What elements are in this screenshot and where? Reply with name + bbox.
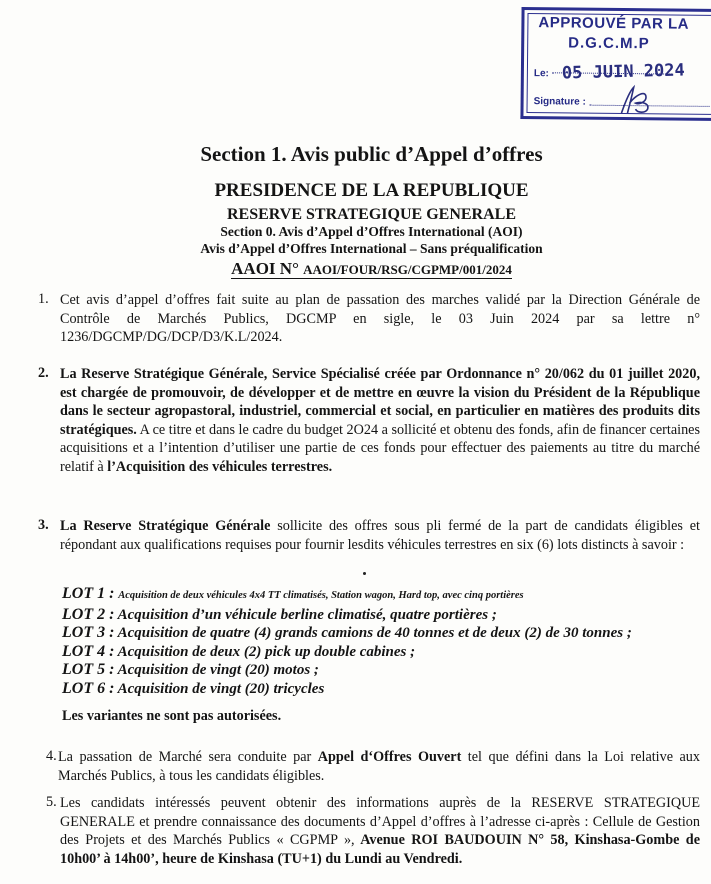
aoi-prequalification-subheading: Avis d’Appel d’Offres International – Sans préqualification [200, 241, 543, 256]
lot-3 [62, 624, 682, 643]
lot-6-label: LOT 6 : [62, 679, 115, 697]
stamp-signature-label: Signature : [533, 96, 586, 108]
reference-line [231, 259, 512, 279]
paragraph-2-text: A ce titre et dans le cadre du budget 2O24 a sollicité et obtenu des fonds, afin de financer certaines acquisitions et a l’intention d’utiliser une partie de ces fonds pour effectuer des paiements au titre du marché relatif à [60, 421, 700, 475]
paragraph-5-text: Les candidats intéressés peuvent obtenir des informations auprès de la RESERVE STRATEGIQUE GENERALE et prendre connaissance des documents d’Appel d’offres à l’adresse ci-après : Cellule de Gestion des Projets et des Marchés Publics « CGPMP », [60, 795, 700, 848]
stamp-date-value: 05 JUIN 2024 [561, 60, 685, 84]
reference-prefix: AAOI N° [231, 259, 299, 278]
paragraph-3-bold: La Reserve Stratégique Générale [60, 518, 271, 534]
lot-1 [62, 585, 682, 606]
lot-3-desc: Acquisition de quatre (4) grands camions de 40 tonnes et de deux (2) de 30 tonnes ; [117, 625, 632, 641]
paragraph-1 [60, 291, 700, 347]
paragraph-5-number: 5. [46, 794, 57, 810]
lot-2-desc: Acquisition d’un véhicule berline climatisé, quatre portières ; [117, 606, 497, 623]
stamp-line2: D.G.C.M.P [568, 34, 650, 53]
reference-number: AAOI/FOUR/RSG/CGPMP/001/2024 [303, 262, 512, 277]
paragraph-2-number: 2. [38, 365, 49, 381]
paragraph-4-bold: Appel d‘Offres Ouvert [317, 749, 462, 765]
paragraph-4 [58, 748, 700, 785]
lot-1-label: LOT 1 : [62, 585, 115, 602]
lot-3-label: LOT 3 : [62, 624, 115, 641]
approval-stamp [520, 7, 711, 121]
paragraph-4-text-a: La passation de Marché sera conduite par [58, 749, 318, 765]
stamp-line1: APPROUVÉ PAR LA [538, 14, 690, 33]
lot-4 [62, 643, 682, 662]
lot-6-desc: Acquisition de vingt (20) tricycles [117, 680, 325, 697]
lot-1-desc: Acquisition de deux véhicules 4x4 TT climatisés, Station wagon, Hard top, avec cinq portières [118, 590, 524, 601]
paragraph-5-bold: Avenue ROI BAUDOUIN N° 58, Kinshasa-Gombe de 10h00’ à 14h00’, heure de Kinshasa (TU+1) du Lundi au Vendredi. [60, 832, 700, 867]
paragraph-1-text: Cet avis d’appel d’offres fait suite au plan de passation des marches validé par la Direction Générale de Contrôle de Marchés Publics, DGCMP en sigle, le 03 Juin 2024 par sa lettre n° 1236/DGCMP/DG/DCP/D3/K.L/2024. [60, 292, 700, 345]
lot-2-label: LOT 2 : [62, 605, 115, 623]
paragraph-3-number: 3. [38, 517, 49, 533]
presidence-heading: PRESIDENCE DE LA REPUBLIQUE [214, 180, 529, 201]
paragraph-4-number: 4. [46, 748, 57, 764]
rsg-heading: RESERVE STRATEGIQUE GENERALE [227, 206, 516, 223]
stray-dot [363, 572, 366, 575]
paragraph-3 [60, 517, 700, 554]
reference-heading [0, 259, 711, 279]
lot-4-desc: Acquisition de deux (2) pick up double cabines ; [117, 643, 416, 660]
lot-4-label: LOT 4 : [62, 642, 115, 660]
lot-6 [62, 680, 682, 699]
paragraph-2-bold-end: l’Acquisition des véhicules terrestres. [107, 458, 333, 475]
paragraph-4-text-b: tel que défini dans la Loi relative aux Marchés Publics, à tous les candidats éligibles. [58, 749, 700, 784]
paragraph-1-number: 1. [38, 291, 49, 307]
lot-2 [62, 606, 682, 625]
lots-list [62, 585, 682, 698]
section-title: Section 1. Avis public d’Appel d’offres [200, 142, 543, 166]
paragraph-2 [60, 365, 700, 476]
paragraph-2-bold: La Reserve Stratégique Générale, Service Spécialisé créée par Ordonnance n° 20/062 du 01 juillet 2020, est chargée de promouvoir, de développer et de mettre en œuvre la vision du Président de la République dans le secteur agropastoral, industriel, commercial et social, en particulier en matières des produits dits stratégiques. [60, 366, 700, 438]
paragraph-3-text: sollicite des offres sous pli fermé de la part de candidats éligibles et répondant aux qualifications requises pour fournir lesdits véhicules terrestres en six (6) lots distincts à savoir : [60, 518, 700, 553]
lot-5 [62, 661, 682, 680]
lot-5-label: LOT 5 : [62, 661, 115, 678]
lot-5-desc: Acquisition de vingt (20) motos ; [117, 662, 319, 678]
paragraph-5 [60, 794, 700, 868]
variantes-note: Les variantes ne sont pas autorisées. [62, 708, 282, 724]
aoi-subheading: Section 0. Avis d’Appel d’Offres International (AOI) [220, 224, 523, 239]
stamp-date-label: Le: [533, 68, 549, 80]
signature-scribble [615, 83, 655, 117]
